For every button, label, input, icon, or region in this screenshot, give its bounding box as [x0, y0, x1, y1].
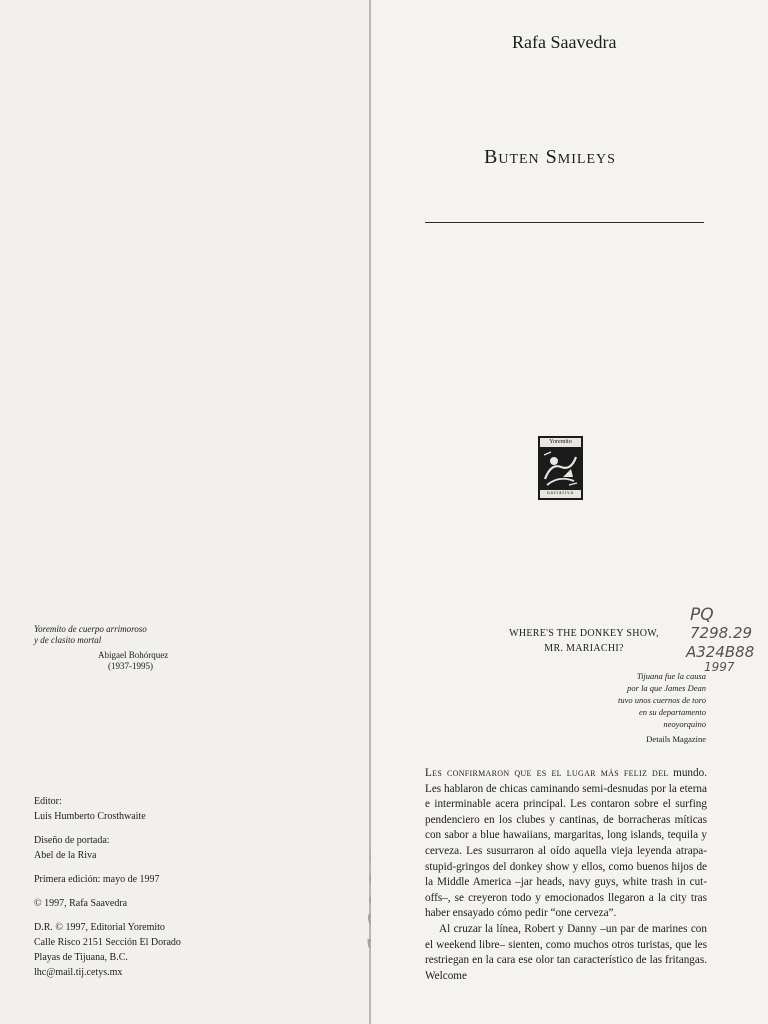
- story-paragraph-2: Al cruzar la línea, Robert y Danny –un par de marines con el weekend libre– sienten, como muchos otros turistas, que les restriegan en la cara ese olor tan característico de las fritangas. Welcome: [425, 922, 707, 982]
- handwritten-call-number-line-4: 1997: [704, 660, 735, 674]
- logo-illustration-icon: [541, 449, 580, 489]
- left-page: [0, 0, 370, 1024]
- epigraph-quote-line-2: y de clasito mortal: [34, 635, 102, 645]
- logo-top-text: Yoremito: [540, 438, 581, 447]
- story-title-line-1: WHERE'S THE DONKEY SHOW,: [509, 628, 659, 639]
- title-divider: [425, 222, 704, 223]
- publisher-line-3: Playas de Tijuana, B.C.: [34, 952, 128, 963]
- story-epigraph-line-1: Tijuana fue la causa: [636, 671, 706, 681]
- story-body: [425, 766, 707, 984]
- cover-label: Diseño de portada:: [34, 835, 110, 846]
- epigraph-author: Abigael Bohórquez: [98, 650, 169, 660]
- story-lead-in: Les confirmaron que es el lugar más feliz del: [425, 767, 669, 779]
- story-title-line-2: MR. MARIACHI?: [544, 643, 624, 654]
- story-title: [468, 626, 700, 656]
- publisher-logo: [538, 436, 583, 500]
- cover-name: Abel de la Riva: [34, 850, 97, 861]
- handwritten-call-number-line-2: 7298.29: [690, 624, 753, 642]
- book-author: Rafa Saavedra: [512, 32, 617, 52]
- copyright-credits: [34, 794, 181, 989]
- publisher-email: lhc@mail.tij.cetys.mx: [34, 967, 123, 978]
- epigraph-quote-line-1: Yoremito de cuerpo arrimoroso: [34, 624, 147, 634]
- edition-line: Primera edición: mayo de 1997: [34, 874, 160, 885]
- handwritten-call-number-line-3: A324B88: [686, 643, 755, 661]
- cover-credit: [34, 833, 181, 863]
- story-epigraph-line-5: neoyorquino: [663, 719, 706, 729]
- editor-label: Editor:: [34, 796, 62, 807]
- story-epigraph-line-4: en su departamento: [638, 707, 706, 717]
- publisher-line-1: D.R. © 1997, Editorial Yoremito: [34, 922, 165, 933]
- story-paragraph-1: [425, 766, 707, 922]
- epigraph-years: (1937-1995): [108, 661, 153, 671]
- story-epigraph-line-2: por la que James Dean: [627, 683, 706, 693]
- story-epigraph-source: Details Magazine: [646, 734, 706, 744]
- dedication-epigraph: [34, 624, 168, 672]
- story-epigraph-line-3: tuvo unos cuernos de toro: [618, 695, 706, 705]
- copyright-line: © 1997, Rafa Saavedra: [34, 898, 128, 909]
- publisher-address: [34, 920, 181, 980]
- story-paragraph-1-text: mundo. Les hablaron de chicas caminando semi-desnudas por la eterna e interminable acera principal. Les contaron sobre el surfing pendenciero en los clubes y cantinas, de borracheras míticas con sabor a blue hawaiians, margaritas, long islands, tequila y cerveza. Les susurraron al oído aquella vieja leyenda atrapa-stupid-gringos del donkey show y ellos, como buenos hijos de la Middle America –jar heads, navy guys, white trash in cut-offs–, se creyeron todo y emocionados llegaron a la city tras haber ensayado cómo pedir “one cerveza”.: [425, 767, 708, 920]
- editor-credit: [34, 794, 181, 824]
- editor-name: Luis Humberto Crosthwaite: [34, 811, 146, 822]
- logo-bottom-text: narrativa: [540, 490, 581, 498]
- handwritten-call-number-line-1: PQ: [690, 605, 714, 625]
- story-epigraph: [618, 670, 706, 730]
- publisher-line-2: Calle Risco 2151 Sección El Dorado: [34, 937, 181, 948]
- book-title: Buten Smileys: [484, 146, 616, 168]
